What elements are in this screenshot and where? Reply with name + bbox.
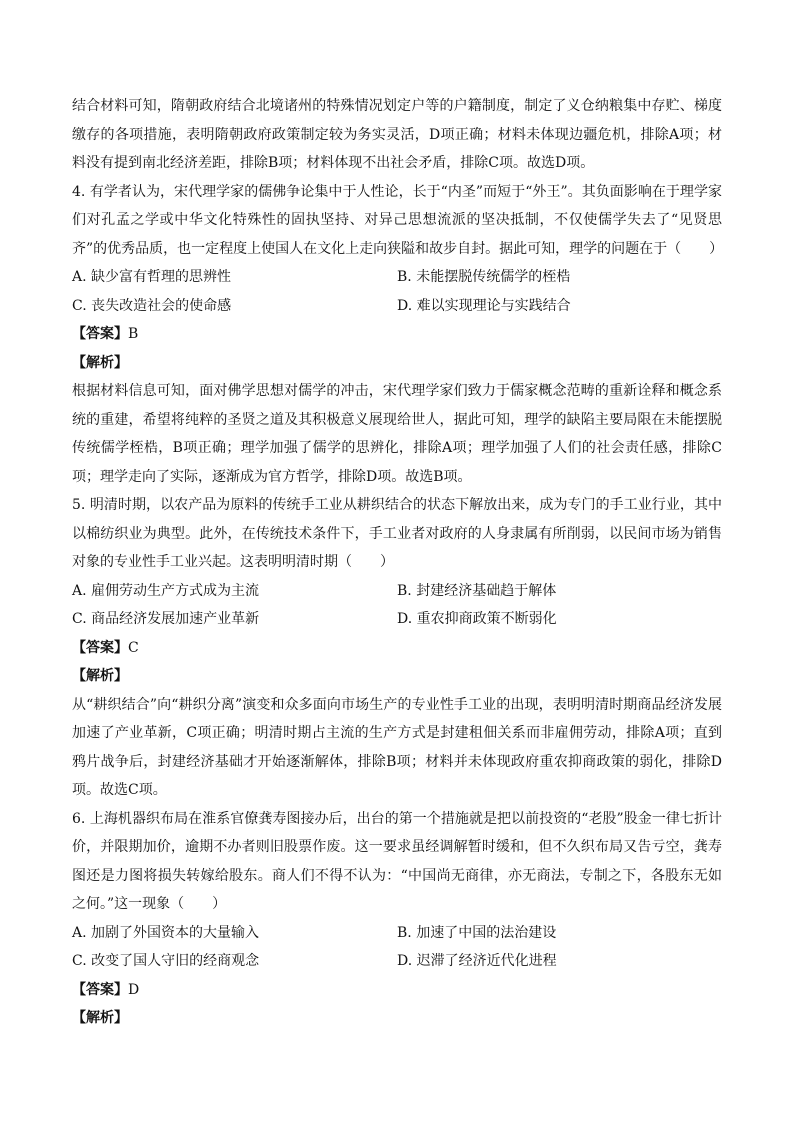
option-d: D. 难以实现理论与实践结合	[397, 297, 571, 314]
options-row	[72, 947, 722, 976]
analysis-label: 【解析】	[72, 1010, 128, 1026]
option-a: A. 缺少富有哲理的思辨性	[72, 269, 232, 285]
option-b: B. 未能摆脱传统儒学的桎梏	[397, 269, 571, 285]
option-d: D. 迟滞了经济近代化进程	[397, 953, 557, 969]
option-a: A. 加剧了外国资本的大量输入	[72, 924, 260, 941]
analysis-label: 【解析】	[72, 668, 128, 684]
answer-line	[72, 320, 722, 349]
answer-line	[72, 634, 722, 663]
options-row	[72, 292, 722, 321]
answer-value: D	[128, 981, 140, 998]
options-row	[72, 605, 722, 634]
question-4	[72, 178, 722, 492]
answer-value: B	[128, 326, 139, 342]
option-d: D. 重农抑商政策不断弱化	[397, 611, 557, 627]
option-c: C. 改变了国人守旧的经商观念	[72, 953, 260, 969]
analysis-label: 【解析】	[72, 354, 128, 371]
answer-value: C	[128, 639, 139, 656]
question-stem: 4. 有学者认为，宋代理学家的儒佛争论集中于人性论，长于“内圣”而短于“外王”。其负面影响在于理学家们对孔孟之学或中华文化特殊性的固执坚持、对异己思想流派的坚决抵制，不仅使儒学失去了“见贤思齐”的优秀品质，也一定程度上使国人在文化上走向狭隘和故步自封。据此可知，理学的问题在于（ ）	[72, 183, 724, 257]
option-c: C. 商品经济发展加速产业革新	[72, 611, 260, 627]
document-page	[72, 92, 722, 1033]
answer-label: 【答案】	[72, 326, 128, 342]
question-stem: 6. 上海机器织布局在淮系官僚龚寿图接办后，出台的第一个措施就是把以前投资的“老股”股金一律七折计价，并限期加价，逾期不办者则旧股票作废。这一要求虽经调解暂时缓和，但不久织布局又告亏空，龚寿图还是力图将损失转嫁给股东。商人们不得不认为：“中国尚无商律，亦无商法，专制之下，各股东无如之何。”这一现象（ ）	[72, 810, 722, 912]
answer-line	[72, 976, 722, 1005]
intro-analysis-text: 结合材料可知，隋朝政府结合北境诸州的特殊情况划定户等的户籍制度，制定了义仓纳粮集中存贮、梯度缴存的各项措施，表明隋朝政府政策制定较为务实灵活，D项正确；材料未体现边疆危机，排除A项；材料没有提到南北经济差距，排除B项；材料体现不出社会矛盾，排除C项。故选D项。	[72, 98, 722, 171]
answer-label: 【答案】	[72, 639, 128, 656]
option-a: A. 雇佣劳动生产方式成为主流	[72, 582, 260, 599]
analysis-text: 从“耕织结合”向“耕织分离”演变和众多面向市场生产的专业性手工业的出现，表明明清时期商品经济发展加速了产业革新，C项正确；明清时期占主流的生产方式是封建租佃关系而非雇佣劳动，排除A项；直到鸦片战争后，封建经济基础才开始逐渐解体，排除B项；材料并未体现政府重农抑商政策的弱化，排除D项。故选C项。	[72, 696, 722, 798]
option-b: B. 封建经济基础趋于解体	[397, 582, 557, 599]
option-b: B. 加速了中国的法治建设	[397, 924, 557, 941]
answer-label: 【答案】	[72, 981, 128, 998]
question-5	[72, 491, 722, 805]
options-row	[72, 263, 722, 292]
analysis-text: 根据材料信息可知，面对佛学思想对儒学的冲击，宋代理学家们致力于儒家概念范畴的重新诠释和概念系统的重建，希望将纯粹的圣贤之道及其积极意义展现给世人，据此可知，理学的缺陷主要局限在未能摆脱传统儒学桎梏，B项正确；理学加强了儒学的思辨化，排除A项；理学加强了人们的社会责任感，排除C项；理学走向了实际，逐渐成为官方哲学，排除D项。故选B项。	[72, 383, 722, 485]
options-row	[72, 577, 722, 606]
question-6	[72, 805, 722, 1033]
options-row	[72, 919, 722, 948]
option-c: C. 丧失改造社会的使命感	[72, 297, 232, 314]
question-stem: 5. 明清时期，以农产品为原料的传统手工业从耕织结合的状态下解放出来，成为专门的手工业行业，其中以棉纺织业为典型。此外，在传统技术条件下，手工业者对政府的人身隶属有所削弱，以民间市场为销售对象的专业性手工业兴起。这表明明清时期（ ）	[72, 497, 722, 570]
